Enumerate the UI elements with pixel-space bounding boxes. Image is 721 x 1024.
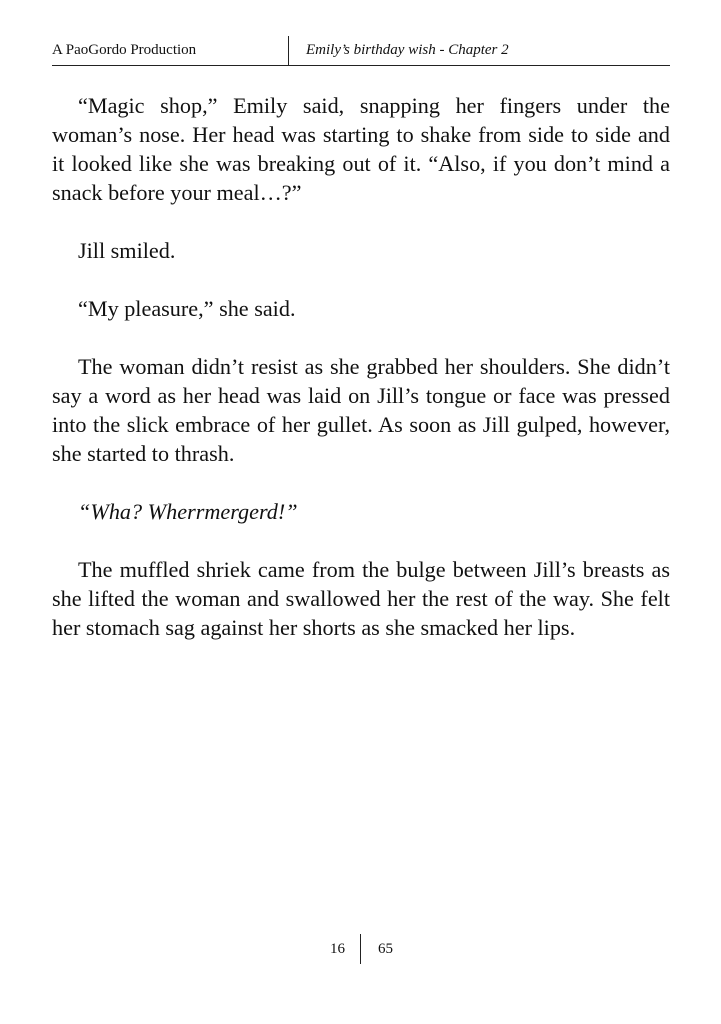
page-body bbox=[52, 91, 670, 671]
paragraph: Jill smiled. bbox=[78, 238, 176, 263]
paragraph: “Magic shop,” Emily said, snapping her fingers under the woman’s nose. Her head was starting to shake from side to side and it looked like she was breaking out of it. “Also, if you don’t mind a snack before your meal…?” bbox=[52, 93, 670, 205]
running-header bbox=[52, 36, 670, 66]
paragraph-italic-dialogue: “Wha? Wherrmergerd!” bbox=[78, 499, 298, 524]
footer-divider bbox=[360, 934, 361, 964]
header-chapter-title: Emily’s birthday wish - Chapter 2 bbox=[306, 42, 509, 58]
current-page-number: 16 bbox=[330, 941, 345, 957]
header-divider bbox=[288, 36, 289, 66]
header-publisher: A PaoGordo Production bbox=[52, 42, 197, 58]
page-footer bbox=[0, 934, 721, 964]
total-page-count: 65 bbox=[378, 941, 393, 957]
paragraph: The woman didn’t resist as she grabbed her shoulders. She didn’t say a word as her head was laid on Jill’s tongue or face was pressed into the slick embrace of her gullet. As soon as Jill gulped, however, she started to thrash. bbox=[52, 354, 670, 466]
paragraph: “My pleasure,” she said. bbox=[78, 296, 296, 321]
paragraph: The muffled shriek came from the bulge between Jill’s breasts as she lifted the woman and swallowed her the rest of the way. She felt her stomach sag against her shorts as she smacked her lips. bbox=[52, 557, 670, 640]
